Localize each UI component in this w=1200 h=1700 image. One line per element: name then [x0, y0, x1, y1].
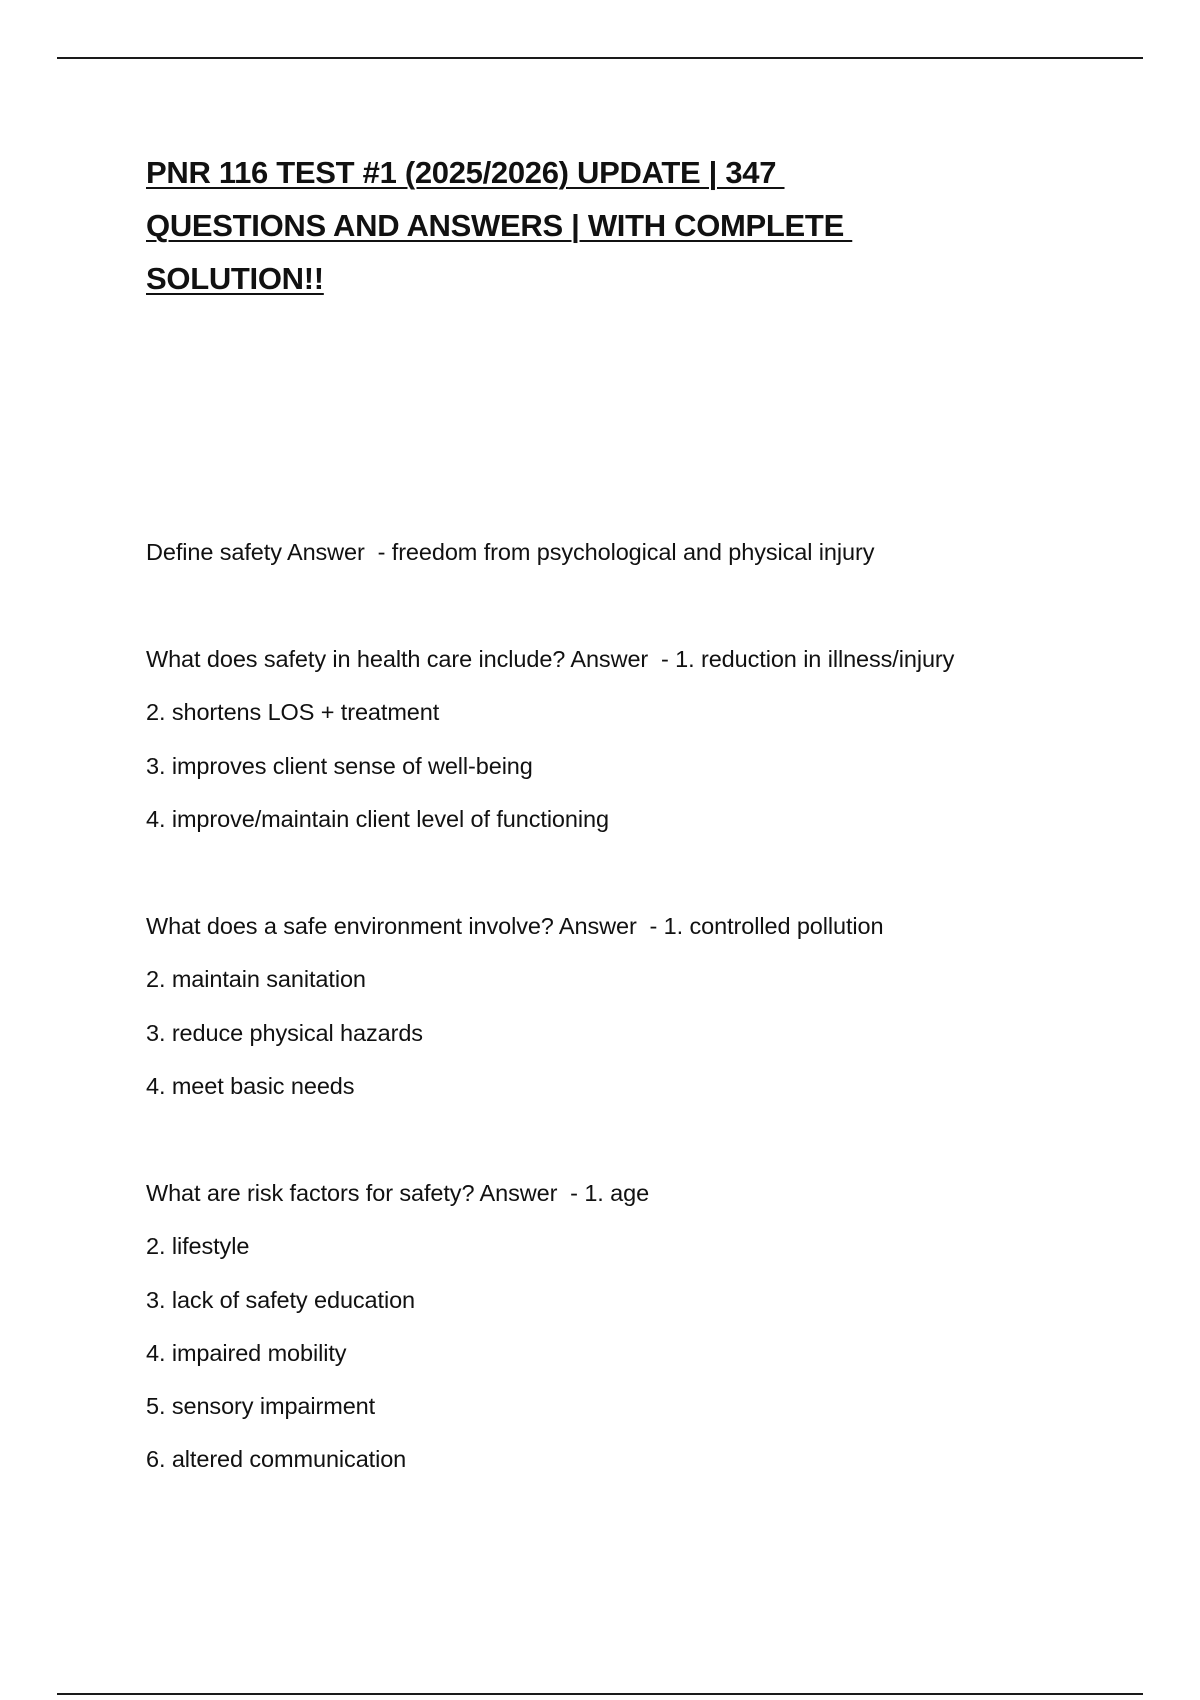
- qa-question-line: What does a safe environment involve? Answer - 1. controlled pollution: [146, 913, 884, 939]
- qa-answer-item: 3. reduce physical hazards: [146, 1019, 423, 1046]
- document-title: [146, 146, 1046, 305]
- qa-question-line: What does safety in health care include? Answer - 1. reduction in illness/injury: [146, 646, 955, 672]
- qa-block-risk-factors: [146, 1167, 1126, 1487]
- header-rule: [57, 57, 1143, 59]
- qa-answer-item: 5. sensory impairment: [146, 1393, 376, 1420]
- qa-answer-item: 4. meet basic needs: [146, 1072, 355, 1099]
- title-line: QUESTIONS AND ANSWERS | WITH COMPLETE: [146, 208, 853, 243]
- qa-answer-item: 4. impaired mobility: [146, 1339, 347, 1366]
- qa-block-define-safety: [146, 526, 1126, 579]
- title-line: PNR 116 TEST #1 (2025/2026) UPDATE | 347: [146, 155, 785, 190]
- qa-block-safety-in-health-care: [146, 633, 1126, 846]
- qa-answer-item: 6. altered communication: [146, 1446, 407, 1473]
- qa-answer-item: 3. lack of safety education: [146, 1286, 416, 1313]
- footer-rule: [57, 1693, 1143, 1695]
- qa-answer-item: 4. improve/maintain client level of functioning: [146, 805, 609, 832]
- qa-question-line: Define safety Answer - freedom from psychological and physical injury: [146, 539, 875, 565]
- title-line: SOLUTION!!: [146, 261, 324, 296]
- qa-answer-item: 2. maintain sanitation: [146, 966, 366, 993]
- qa-question-line: What are risk factors for safety? Answer - 1. age: [146, 1180, 650, 1206]
- qa-answer-item: 2. lifestyle: [146, 1233, 250, 1260]
- qa-answer-item: 2. shortens LOS + treatment: [146, 699, 440, 726]
- qa-block-safe-environment: [146, 900, 1126, 1113]
- qa-answer-item: 3. improves client sense of well-being: [146, 752, 533, 779]
